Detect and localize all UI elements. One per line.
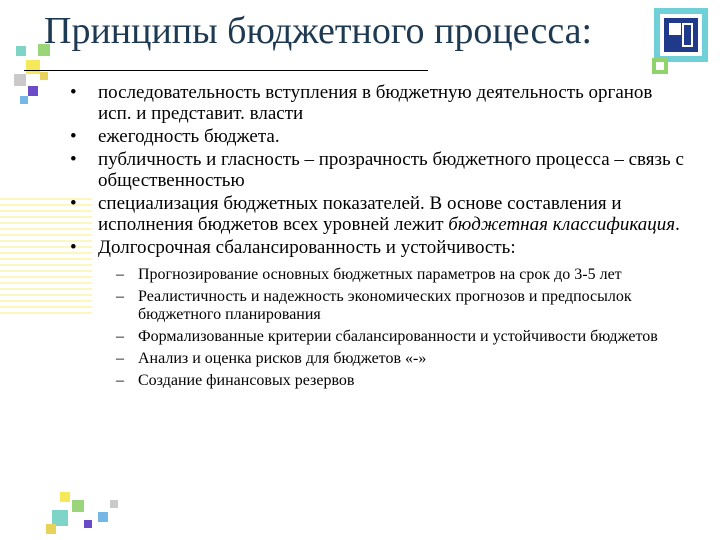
bullet-icon: • bbox=[70, 82, 77, 103]
slide-title: Принципы бюджетного процесса: bbox=[44, 10, 593, 52]
sublist-item: – Анализ и оценка рисков для бюджетов «-» bbox=[116, 350, 427, 367]
dash-icon: – bbox=[116, 328, 124, 345]
list-item: • публичность и гласность – прозрачность бюджетного процесса – связь с общественностью bbox=[70, 149, 684, 191]
sublist-item: – Реалистичность и надежность экономических прогнозов и предпосылок бюджетного планирования bbox=[116, 288, 632, 323]
list-item: • последовательность вступления в бюджетную деятельность органов исп. и представит. власти bbox=[70, 82, 653, 124]
list-item: • специализация бюджетных показателей. В основе составления и исполнения бюджетов всех уровней лежит бюджетная классификация. bbox=[70, 193, 680, 235]
bullet-icon: • bbox=[70, 126, 77, 147]
list-item: • ежегодность бюджета. bbox=[70, 126, 280, 147]
dash-icon: – bbox=[116, 288, 124, 305]
list-item: • Долгосрочная сбалансированность и устойчивость: – Прогнозирование основных бюджетных параметров на срок до 3-5 лет – Реалистичность и надежность экономических прогнозов и предпосылок бюджетного планирования – Формализованные критерии сбалансированности и устойчивости бюджетов – Анализ и оценка рисков для бюджетов «-» – Создание финансовых резервов bbox=[70, 237, 688, 390]
corner-square-logo-icon bbox=[652, 6, 710, 76]
sublist-item: – Формализованные критерии сбалансированности и устойчивости бюджетов bbox=[116, 328, 658, 345]
dash-icon: – bbox=[116, 372, 124, 389]
dash-icon: – bbox=[116, 266, 124, 283]
dash-icon: – bbox=[116, 350, 124, 367]
title-underline bbox=[24, 70, 428, 71]
sustainability-sublist bbox=[98, 266, 688, 390]
slide-body bbox=[70, 82, 688, 394]
sublist-item: – Прогнозирование основных бюджетных параметров на срок до 3-5 лет bbox=[116, 266, 622, 283]
principles-list bbox=[70, 82, 688, 390]
bullet-icon: • bbox=[70, 193, 77, 214]
emphasis-text: бюджетная классификация bbox=[448, 214, 676, 235]
sublist-item: – Создание финансовых резервов bbox=[116, 372, 355, 389]
bullet-icon: • bbox=[70, 237, 77, 258]
bullet-icon: • bbox=[70, 149, 77, 170]
